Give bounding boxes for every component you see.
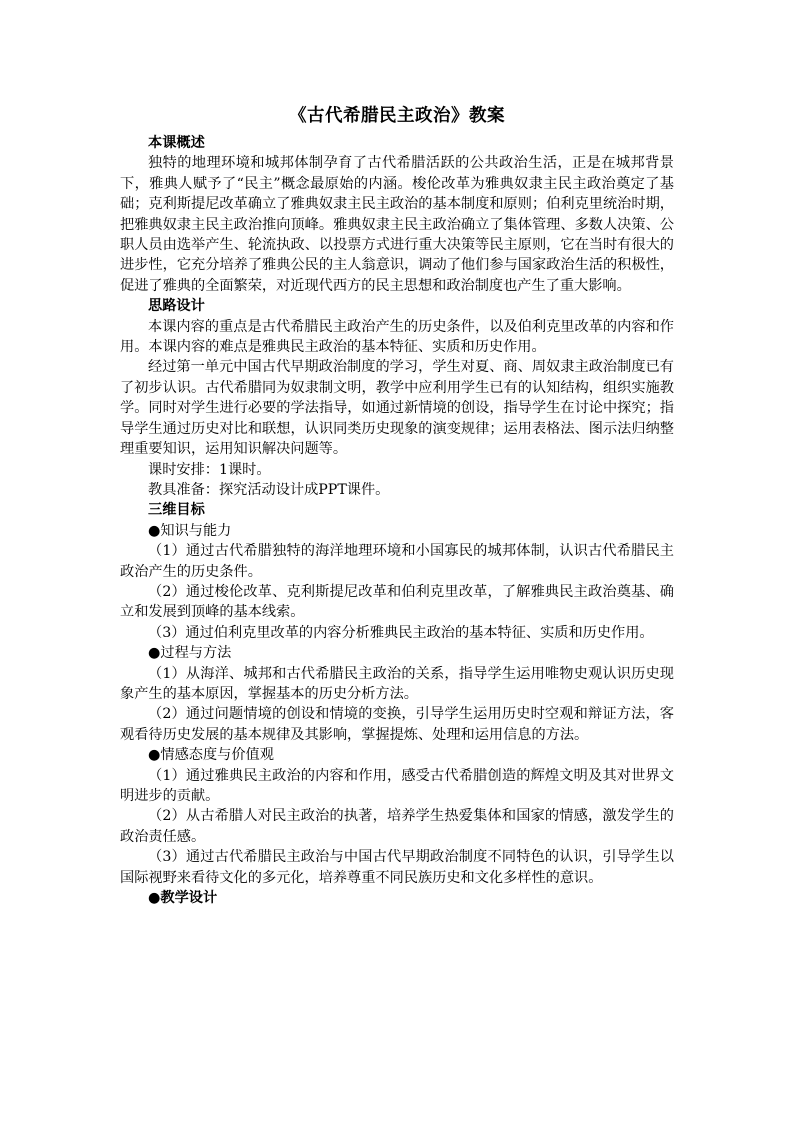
section-heading-overview: 本课概述 — [148, 135, 205, 151]
goal-item: （3）通过古代希腊民主政治与中国古代早期政治制度不同特色的认识，引导学生以国际视野来看待文化的多元化，培养尊重不同民族历史和文化多样性的意识。 — [120, 849, 674, 886]
goal-bullet-values: ●情感态度与价值观 — [148, 747, 274, 764]
goal-item: （3）通过伯利克里改革的内容分析雅典民主政治的基本特征、实质和历史作用。 — [148, 624, 654, 641]
overview-paragraph: 独特的地理环境和城邦体制孕育了古代希腊活跃的公共政治生活，正是在城邦背景下，雅典人赋予了“民主”概念最原始的内涵。梭伦改革为雅典奴隶主民主政治奠定了基础；克利斯提尼改革确立了雅典奴隶主民主政治的基本制度和原则；伯利克里统治时期，把雅典奴隶主民主政治推向顶峰。雅典奴隶主民主政治确立了集体管理、多数人决策、公职人员由选举产生、轮流执政、以投票方式进行重大决策等民主原则，它在当时有很大的进步性，它充分培养了雅典公民的主人翁意识，调动了他们参与国家政治生活的积极性，促进了雅典的全面繁荣，对近现代西方的民主思想和政治制度也产生了重大影响。 — [120, 155, 674, 294]
design-paragraph-2: 经过第一单元中国古代早期政治制度的学习，学生对夏、商、周奴隶主政治制度已有了初步认识。古代希腊同为奴隶制文明，教学中应利用学生已有的认知结构，组织实施教学。同时对学生进行必要的学法指导，如通过新情境的创设，指导学生在讨论中探究；指导学生通过历史对比和联想，认识同类历史现象的演变规律；运用表格法、图示法归纳整理重要知识，运用知识解决问题等。 — [120, 359, 674, 458]
goal-item: （1）通过雅典民主政治的内容和作用，感受古代希腊创造的辉煌文明及其对世界文明进步的贡献。 — [120, 767, 674, 804]
goal-bullet-knowledge: ●知识与能力 — [148, 522, 232, 539]
design-paragraph-1: 本课内容的重点是古代希腊民主政治产生的历史条件，以及伯利克里改革的内容和作用。本课内容的难点是雅典民主政治的基本特征、实质和历史作用。 — [120, 318, 674, 356]
section-heading-goals: 三维目标 — [148, 502, 205, 519]
section-heading-teaching: ●教学设计 — [148, 890, 218, 907]
goal-item: （2）从古希腊人对民主政治的执著，培养学生热爱集体和国家的情感，激发学生的政治责任感。 — [120, 808, 674, 845]
goal-item: （2）通过梭伦改革、克利斯提尼改革和伯利克里改革，了解雅典民主政治奠基、确立和发展到顶峰的基本线索。 — [120, 583, 674, 621]
section-heading-design: 思路设计 — [148, 298, 205, 315]
goal-bullet-process: ●过程与方法 — [148, 645, 232, 662]
goal-item: （2）通过问题情境的创设和情境的变换，引导学生运用历史时空观和辩证方法，客观看待历史发展的基本规律及其影响，掌握提炼、处理和运用信息的方法。 — [120, 706, 674, 743]
design-paragraph-4: 教具准备：探究活动设计成PPT课件。 — [148, 481, 390, 498]
goal-item: （1）从海洋、城邦和古代希腊民主政治的关系，指导学生运用唯物史观认识历史现象产生的基本原因，掌握基本的历史分析方法。 — [120, 665, 674, 702]
design-paragraph-3: 课时安排：1课时。 — [148, 461, 271, 478]
goal-item: （1）通过古代希腊独特的海洋地理环境和小国寡民的城邦体制，认识古代希腊民主政治产生的历史条件。 — [120, 543, 674, 580]
document-title: 《古代希腊民主政治》教案 — [289, 106, 505, 126]
